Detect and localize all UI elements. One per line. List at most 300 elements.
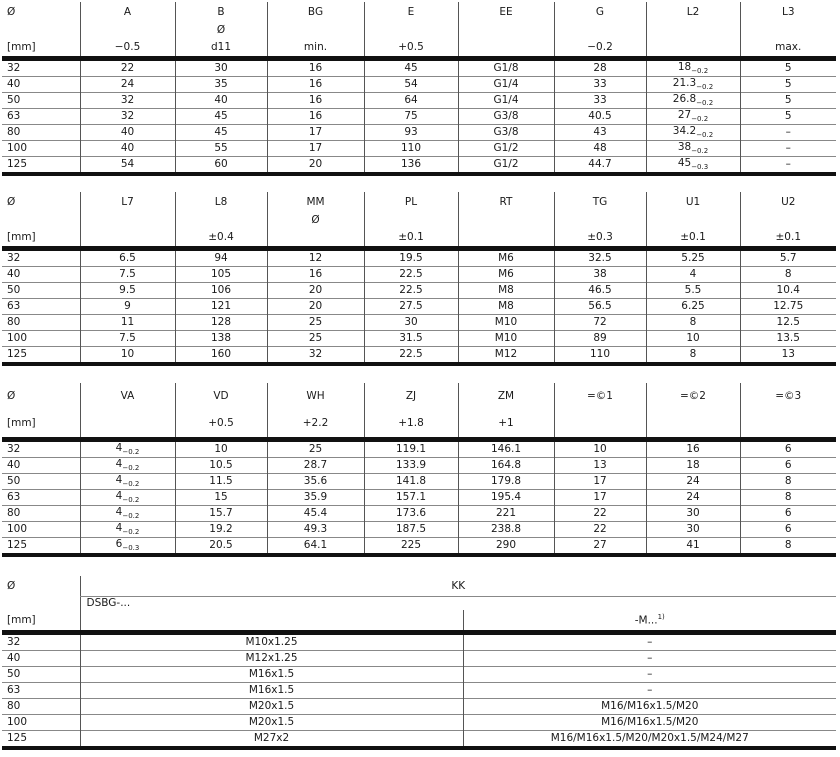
table-cell: 32 bbox=[80, 93, 175, 109]
table-cell: 25 bbox=[267, 331, 364, 347]
table-cell: 30 bbox=[646, 506, 740, 522]
table-cell: 40 bbox=[2, 77, 80, 93]
table-cell bbox=[80, 458, 175, 474]
table-cell: 19.2 bbox=[175, 522, 267, 538]
va-value: 4 bbox=[115, 489, 123, 502]
table-cell: 38 bbox=[554, 267, 646, 283]
spanner-width-1-header: =©1 bbox=[554, 383, 646, 409]
table-cell: 20 bbox=[267, 299, 364, 315]
table-cell: 125 bbox=[2, 157, 80, 173]
table-cell: 164.8 bbox=[458, 458, 554, 474]
table-cell: 110 bbox=[364, 141, 458, 157]
header-cell bbox=[80, 22, 175, 38]
table-cell: M16/M16x1.5/M20 bbox=[463, 715, 836, 731]
table-cell: 6.5 bbox=[80, 251, 175, 267]
table-row bbox=[2, 635, 836, 651]
table-cell: 225 bbox=[364, 538, 458, 554]
table-cell: 32.5 bbox=[554, 251, 646, 267]
table-cell: M6 bbox=[458, 267, 554, 283]
table-cell: 48 bbox=[554, 141, 646, 157]
table-row bbox=[2, 251, 836, 267]
tolerance-subscript: −0.3 bbox=[691, 163, 709, 172]
table-cell: 27.5 bbox=[364, 299, 458, 315]
table-cell: 80 bbox=[2, 506, 80, 522]
header-cell bbox=[458, 38, 554, 56]
header-cell bbox=[267, 228, 364, 246]
table-cell: 18 bbox=[646, 458, 740, 474]
table-cell: 19.5 bbox=[364, 251, 458, 267]
table-cell: – bbox=[463, 667, 836, 683]
tolerance-subscript: −0.2 bbox=[122, 496, 140, 505]
table-cell: 40.5 bbox=[554, 109, 646, 125]
dimension-table-2 bbox=[2, 192, 836, 366]
table-cell: 13 bbox=[740, 347, 836, 363]
header-cell bbox=[740, 22, 836, 38]
header-cell bbox=[458, 228, 554, 246]
tolerance-subscript: −0.2 bbox=[691, 115, 709, 124]
table-cell: 45.4 bbox=[267, 506, 364, 522]
header-cell bbox=[364, 212, 458, 228]
header-cell: BG bbox=[267, 2, 364, 22]
table-cell: 15.7 bbox=[175, 506, 267, 522]
dimension-table-1 bbox=[2, 2, 836, 176]
table-cell: 5 bbox=[740, 109, 836, 125]
table-cell bbox=[646, 157, 740, 173]
table-cell: G1/2 bbox=[458, 157, 554, 173]
table-cell: 10 bbox=[554, 442, 646, 458]
table-cell: 45 bbox=[364, 61, 458, 77]
tolerance-subscript: −0.2 bbox=[122, 512, 140, 521]
header-cell: WH bbox=[267, 383, 364, 409]
table-row bbox=[2, 109, 836, 125]
table-cell: 89 bbox=[554, 331, 646, 347]
table-cell: 8 bbox=[646, 347, 740, 363]
header-cell: +1 bbox=[458, 409, 554, 437]
table-row bbox=[2, 731, 836, 747]
header-cell bbox=[740, 409, 836, 437]
table-row bbox=[2, 141, 836, 157]
table-cell: M10 bbox=[458, 315, 554, 331]
table-cell: 11 bbox=[80, 315, 175, 331]
table-cell: M16x1.5 bbox=[80, 667, 463, 683]
table-cell: 54 bbox=[80, 157, 175, 173]
l2-value: 45 bbox=[677, 156, 692, 169]
header-cell bbox=[646, 38, 740, 56]
table-row bbox=[2, 347, 836, 363]
table-cell bbox=[80, 538, 175, 554]
table-cell: 50 bbox=[2, 474, 80, 490]
table-cell: 43 bbox=[554, 125, 646, 141]
va-value: 4 bbox=[115, 457, 123, 470]
header-cell bbox=[646, 22, 740, 38]
table-row bbox=[2, 667, 836, 683]
table-cell: 8 bbox=[740, 474, 836, 490]
table-cell: 30 bbox=[646, 522, 740, 538]
table-cell: 13 bbox=[554, 458, 646, 474]
table-cell: 35 bbox=[175, 77, 267, 93]
header-cell bbox=[554, 409, 646, 437]
header-cell: ±0.3 bbox=[554, 228, 646, 246]
header-cell bbox=[646, 212, 740, 228]
table-cell: 128 bbox=[175, 315, 267, 331]
table-row bbox=[2, 458, 836, 474]
table-row bbox=[2, 699, 836, 715]
table-cell: 72 bbox=[554, 315, 646, 331]
header-cell: [mm] bbox=[7, 40, 36, 53]
table-cell: M20x1.5 bbox=[80, 715, 463, 731]
spanner-width-3-header: =©3 bbox=[740, 383, 836, 409]
header-cell: ±0.4 bbox=[175, 228, 267, 246]
table-cell: 6 bbox=[740, 442, 836, 458]
table-cell: 238.8 bbox=[458, 522, 554, 538]
table-cell: 28.7 bbox=[267, 458, 364, 474]
table-cell: 32 bbox=[7, 62, 21, 75]
table-cell: M12x1.25 bbox=[80, 651, 463, 667]
table-cell: 5 bbox=[740, 93, 836, 109]
table-cell: 93 bbox=[364, 125, 458, 141]
header-cell: VD bbox=[175, 383, 267, 409]
table-cell: – bbox=[740, 125, 836, 141]
table-cell: 32 bbox=[80, 109, 175, 125]
table-row bbox=[2, 77, 836, 93]
table-cell: – bbox=[463, 651, 836, 667]
table-cell: 133.9 bbox=[364, 458, 458, 474]
table-cell: M16/M16x1.5/M20/M20x1.5/M24/M27 bbox=[463, 731, 836, 747]
va-value: 4 bbox=[115, 441, 123, 454]
table-cell: 63 bbox=[2, 683, 80, 699]
table-row bbox=[2, 93, 836, 109]
header-cell bbox=[646, 409, 740, 437]
table-row bbox=[2, 61, 836, 77]
table-cell: 41 bbox=[646, 538, 740, 554]
table-cell: 5 bbox=[740, 77, 836, 93]
table-cell: 24 bbox=[646, 490, 740, 506]
table-cell: 12.75 bbox=[740, 299, 836, 315]
header-cell: ±0.1 bbox=[364, 228, 458, 246]
table-cell: G1/4 bbox=[458, 77, 554, 93]
table-cell: 16 bbox=[267, 77, 364, 93]
header-cell: G bbox=[554, 2, 646, 22]
table-cell: 16 bbox=[267, 267, 364, 283]
table-cell: 56.5 bbox=[554, 299, 646, 315]
l2-value: 34.2 bbox=[672, 124, 697, 137]
table-cell: 11.5 bbox=[175, 474, 267, 490]
table-cell: 31.5 bbox=[364, 331, 458, 347]
table-cell: 136 bbox=[364, 157, 458, 173]
va-value: 6 bbox=[115, 537, 123, 550]
header-cell bbox=[2, 212, 80, 228]
table-cell: 160 bbox=[175, 347, 267, 363]
table-cell: 187.5 bbox=[364, 522, 458, 538]
header-cell bbox=[2, 596, 80, 610]
tolerance-subscript: −0.3 bbox=[122, 544, 140, 553]
table-cell: 17 bbox=[554, 474, 646, 490]
table-row bbox=[2, 474, 836, 490]
table-cell: 45 bbox=[175, 109, 267, 125]
table-cell: 125 bbox=[2, 731, 80, 747]
header-cell: L7 bbox=[80, 192, 175, 212]
table-cell: 24 bbox=[80, 77, 175, 93]
table-cell bbox=[646, 125, 740, 141]
table-cell: 17 bbox=[267, 141, 364, 157]
tolerance-subscript: −0.2 bbox=[122, 464, 140, 473]
table-cell: 100 bbox=[2, 331, 80, 347]
table-cell: 20.5 bbox=[175, 538, 267, 554]
header-cell: VA bbox=[80, 383, 175, 409]
table-cell: 40 bbox=[175, 93, 267, 109]
header-cell bbox=[554, 22, 646, 38]
m-variant-label: -M... bbox=[634, 614, 658, 627]
header-cell: U1 bbox=[646, 192, 740, 212]
table-cell: 75 bbox=[364, 109, 458, 125]
table-cell: 63 bbox=[2, 109, 80, 125]
dsbg-header: DSBG-... bbox=[80, 596, 836, 610]
table-cell: 105 bbox=[175, 267, 267, 283]
table-row bbox=[2, 522, 836, 538]
table-cell: 6 bbox=[740, 458, 836, 474]
table-cell: 80 bbox=[2, 699, 80, 715]
table-cell: 221 bbox=[458, 506, 554, 522]
table-cell: 30 bbox=[175, 61, 267, 77]
table-cell: 32 bbox=[7, 252, 21, 265]
header-cell: Ø bbox=[267, 212, 364, 228]
header-cell: Ø bbox=[7, 579, 16, 592]
table-cell: G1/8 bbox=[458, 61, 554, 77]
header-cell: d11 bbox=[175, 38, 267, 56]
table-cell: 80 bbox=[2, 125, 80, 141]
header-cell: [mm] bbox=[7, 230, 36, 243]
tolerance-subscript: −0.2 bbox=[122, 448, 140, 457]
table-cell: 32 bbox=[7, 443, 21, 456]
table-cell: 64.1 bbox=[267, 538, 364, 554]
table-cell: 20 bbox=[267, 157, 364, 173]
header-cell bbox=[364, 22, 458, 38]
table-cell: 30 bbox=[364, 315, 458, 331]
header-cell bbox=[80, 228, 175, 246]
table-cell: M12 bbox=[458, 347, 554, 363]
table-cell: 5.5 bbox=[646, 283, 740, 299]
table-cell: 6 bbox=[740, 506, 836, 522]
header-cell: +1.8 bbox=[364, 409, 458, 437]
unit-header: [mm] bbox=[7, 613, 36, 626]
table-row bbox=[2, 490, 836, 506]
header-cell bbox=[458, 22, 554, 38]
table-cell: M8 bbox=[458, 299, 554, 315]
l2-value: 21.3 bbox=[672, 76, 697, 89]
tolerance-subscript: −0.2 bbox=[122, 528, 140, 537]
header-cell: +0.5 bbox=[175, 409, 267, 437]
header-cell: −0.5 bbox=[80, 38, 175, 56]
table-cell: 10 bbox=[646, 331, 740, 347]
table-cell: 125 bbox=[2, 347, 80, 363]
table-cell bbox=[80, 522, 175, 538]
table-cell: 22 bbox=[554, 506, 646, 522]
table-cell: 17 bbox=[554, 490, 646, 506]
table-cell: 16 bbox=[267, 109, 364, 125]
table-cell: 157.1 bbox=[364, 490, 458, 506]
table-cell: 50 bbox=[2, 93, 80, 109]
table-cell: 16 bbox=[646, 442, 740, 458]
table-cell: M10x1.25 bbox=[80, 635, 463, 651]
table-row bbox=[2, 267, 836, 283]
table-cell: M10 bbox=[458, 331, 554, 347]
table-cell: 6 bbox=[740, 522, 836, 538]
table-row bbox=[2, 157, 836, 173]
header-cell: Ø bbox=[7, 5, 16, 18]
table-cell: 22 bbox=[554, 522, 646, 538]
header-cell: A bbox=[80, 2, 175, 22]
table-row bbox=[2, 683, 836, 699]
table-cell: 7.5 bbox=[80, 267, 175, 283]
table-cell: G3/8 bbox=[458, 109, 554, 125]
table-cell: 13.5 bbox=[740, 331, 836, 347]
header-cell: B bbox=[175, 2, 267, 22]
table-cell: 24 bbox=[646, 474, 740, 490]
header-cell: MM bbox=[267, 192, 364, 212]
table-cell: – bbox=[740, 141, 836, 157]
table-cell: 16 bbox=[267, 61, 364, 77]
l2-value: 38 bbox=[677, 140, 692, 153]
spanner-width-2-header: =©2 bbox=[646, 383, 740, 409]
header-cell: U2 bbox=[740, 192, 836, 212]
table-cell: 15 bbox=[175, 490, 267, 506]
table-cell: G1/2 bbox=[458, 141, 554, 157]
header-cell: +2.2 bbox=[267, 409, 364, 437]
table-cell: 27 bbox=[554, 538, 646, 554]
table-cell: 6.25 bbox=[646, 299, 740, 315]
table-cell: 12 bbox=[267, 251, 364, 267]
table-cell: M16x1.5 bbox=[80, 683, 463, 699]
table-cell: 40 bbox=[2, 458, 80, 474]
table-cell bbox=[80, 490, 175, 506]
table-cell: 195.4 bbox=[458, 490, 554, 506]
header-cell: +0.5 bbox=[364, 38, 458, 56]
table-cell bbox=[646, 61, 740, 77]
table-cell: 94 bbox=[175, 251, 267, 267]
table-cell: 44.7 bbox=[554, 157, 646, 173]
table-cell: 32 bbox=[267, 347, 364, 363]
table-cell: 138 bbox=[175, 331, 267, 347]
header-cell: L3 bbox=[740, 2, 836, 22]
header-cell: ZJ bbox=[364, 383, 458, 409]
header-cell bbox=[2, 22, 80, 38]
table-cell: 64 bbox=[364, 93, 458, 109]
table-cell: 110 bbox=[554, 347, 646, 363]
table-cell: 10 bbox=[80, 347, 175, 363]
table-cell: 179.8 bbox=[458, 474, 554, 490]
table-cell: 55 bbox=[175, 141, 267, 157]
header-cell: [mm] bbox=[7, 416, 36, 429]
table-cell: – bbox=[463, 683, 836, 699]
header-cell: Ø bbox=[7, 389, 16, 402]
header-cell bbox=[175, 212, 267, 228]
header-cell: E bbox=[364, 2, 458, 22]
table-cell: 106 bbox=[175, 283, 267, 299]
table-cell: 7.5 bbox=[80, 331, 175, 347]
va-value: 4 bbox=[115, 505, 123, 518]
table-cell bbox=[80, 442, 175, 458]
header-cell bbox=[458, 212, 554, 228]
table-cell: 100 bbox=[2, 522, 80, 538]
kk-thread-table bbox=[2, 576, 836, 750]
table-cell: 141.8 bbox=[364, 474, 458, 490]
table-cell: 35.6 bbox=[267, 474, 364, 490]
table-cell: 45 bbox=[175, 125, 267, 141]
table-cell: 46.5 bbox=[554, 283, 646, 299]
tolerance-subscript: −0.2 bbox=[122, 480, 140, 489]
table-cell: G1/4 bbox=[458, 93, 554, 109]
header-cell: L8 bbox=[175, 192, 267, 212]
table-cell: 50 bbox=[2, 283, 80, 299]
header-cell bbox=[554, 212, 646, 228]
table-cell: 119.1 bbox=[364, 442, 458, 458]
table-cell: 5.7 bbox=[740, 251, 836, 267]
table-cell: 12.5 bbox=[740, 315, 836, 331]
table-cell: G3/8 bbox=[458, 125, 554, 141]
table-cell: 28 bbox=[554, 61, 646, 77]
table-cell: 100 bbox=[2, 715, 80, 731]
table-row bbox=[2, 125, 836, 141]
header-cell bbox=[80, 409, 175, 437]
table-cell: 32 bbox=[7, 636, 21, 649]
table-row bbox=[2, 299, 836, 315]
tolerance-subscript: −0.2 bbox=[696, 99, 714, 108]
table-cell: – bbox=[463, 635, 836, 651]
table-cell: 4 bbox=[646, 267, 740, 283]
header-cell: RT bbox=[458, 192, 554, 212]
header-cell: Ø bbox=[175, 22, 267, 38]
table-cell: 10.4 bbox=[740, 283, 836, 299]
header-cell bbox=[740, 212, 836, 228]
table-row bbox=[2, 506, 836, 522]
m-variant-header bbox=[463, 610, 836, 630]
table-cell bbox=[80, 506, 175, 522]
table-cell: 16 bbox=[267, 93, 364, 109]
table-cell bbox=[80, 474, 175, 490]
va-value: 4 bbox=[115, 521, 123, 534]
table-cell: 49.3 bbox=[267, 522, 364, 538]
table-row bbox=[2, 538, 836, 554]
table-cell: 8 bbox=[740, 490, 836, 506]
table-cell: 54 bbox=[364, 77, 458, 93]
l2-value: 27 bbox=[677, 108, 692, 121]
l2-value: 18 bbox=[677, 60, 692, 73]
header-cell: TG bbox=[554, 192, 646, 212]
l2-value: 26.8 bbox=[672, 92, 697, 105]
table-cell: 146.1 bbox=[458, 442, 554, 458]
table-row bbox=[2, 651, 836, 667]
table-cell bbox=[646, 109, 740, 125]
table-row bbox=[2, 715, 836, 731]
table-cell: 25 bbox=[267, 315, 364, 331]
table-cell: 22 bbox=[80, 61, 175, 77]
header-cell bbox=[80, 610, 463, 630]
table-cell bbox=[646, 77, 740, 93]
table-cell: 8 bbox=[740, 267, 836, 283]
kk-header: KK bbox=[80, 576, 836, 596]
tolerance-subscript: −0.2 bbox=[696, 131, 714, 140]
table-cell: 22.5 bbox=[364, 267, 458, 283]
table-cell: M8 bbox=[458, 283, 554, 299]
table-cell: 63 bbox=[2, 299, 80, 315]
table-cell: M6 bbox=[458, 251, 554, 267]
header-cell: Ø bbox=[7, 195, 16, 208]
table-cell: 5 bbox=[740, 61, 836, 77]
table-cell: 9 bbox=[80, 299, 175, 315]
table-cell: 20 bbox=[267, 283, 364, 299]
header-cell: max. bbox=[740, 38, 836, 56]
table-cell: M20x1.5 bbox=[80, 699, 463, 715]
